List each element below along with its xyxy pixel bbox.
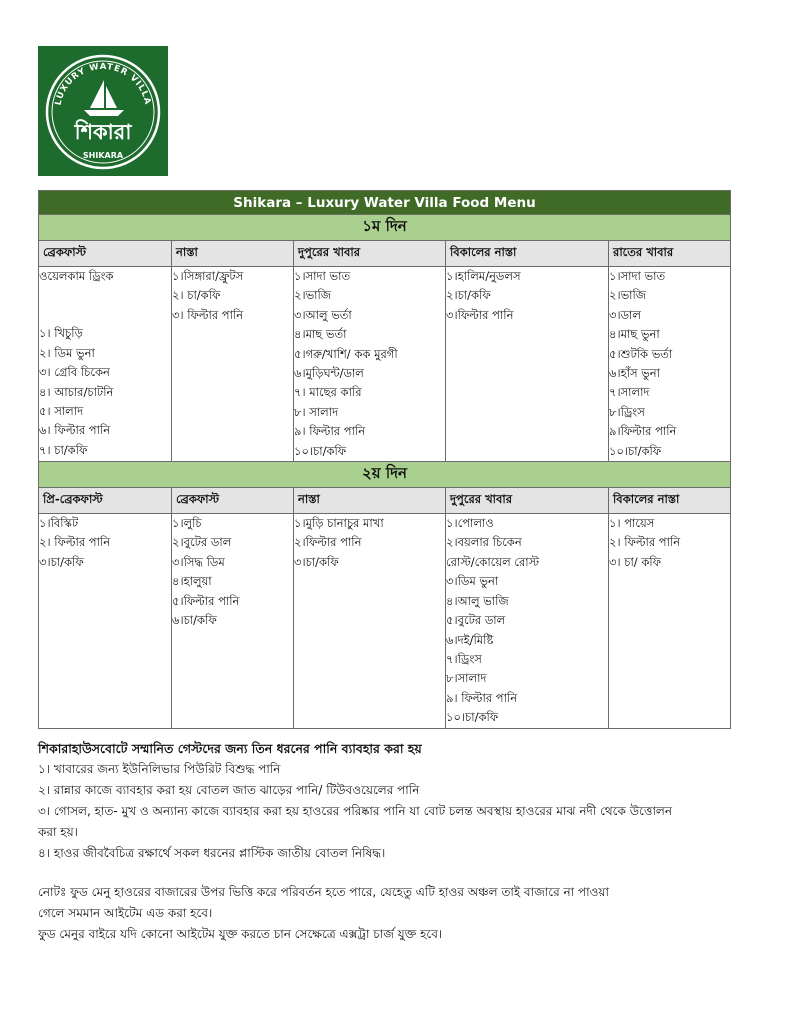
day2-pre-breakfast-items bbox=[39, 514, 172, 728]
footer-line: ফুড মেনুর বাইরে যদি কোনো আইটেম যুক্ত করতে চান সেক্ষেত্রে এক্সট্রা চার্জ যুক্ত হবে। bbox=[38, 927, 443, 941]
day2-lunch-items bbox=[446, 514, 609, 728]
menu-item: ৭। মাছের কারি bbox=[294, 385, 362, 400]
menu-item: ২।ভাজি bbox=[294, 288, 332, 303]
notes-item: ৩। গোসল, হাত- মুখ ও অন্যান্য কাজে ব্যাবহার করা হয় হাওরের পরিষ্কার পানি যা বোট চলন্ত অবস্থায় হাওরের মাঝ নদী থেকে উত্তোলন bbox=[38, 804, 673, 818]
sailboat-icon bbox=[84, 80, 124, 116]
menu-item: ১। পায়েস bbox=[609, 516, 655, 531]
menu-item: ২।চা/কফি bbox=[446, 288, 491, 303]
menu-item: ৫। সালাদ bbox=[39, 404, 84, 419]
day1-items-row bbox=[39, 267, 731, 462]
menu-item: ৩।চা/কফি bbox=[39, 554, 84, 569]
menu-item: ১।লুচি bbox=[172, 516, 202, 531]
menu-item: ৪।মাছ ভুনা bbox=[609, 327, 660, 342]
menu-item: ৭।ড্রিংস bbox=[446, 651, 482, 666]
menu-item: ৫।ফিল্টার পানি bbox=[172, 593, 240, 608]
day1-afternoon-snacks-items bbox=[446, 267, 609, 462]
logo-top-text: LUXURY WATER VILLA bbox=[53, 61, 153, 107]
menu-item: ১।সাদা ভাত bbox=[609, 269, 666, 283]
notes-item-continued: করা হয়। bbox=[38, 825, 78, 839]
menu-item: ১।মুড়ি চানাচুর মাখা bbox=[294, 516, 384, 531]
menu-item: ৬।চা/কফি bbox=[172, 613, 217, 628]
menu-item: ৭। চা/কফি bbox=[39, 442, 88, 457]
menu-item: ৯। ফিল্টার পানি bbox=[294, 424, 366, 439]
footer-note bbox=[38, 882, 748, 945]
menu-item: ২।ভাজি bbox=[609, 288, 647, 303]
menu-item: ১।সিঙ্গারা/ফ্রুটস bbox=[172, 269, 244, 283]
menu-item: ৩।চা/কফি bbox=[294, 554, 339, 569]
menu-item: ৫।বুটের ডাল bbox=[446, 613, 506, 628]
day2-items-row bbox=[39, 514, 731, 728]
menu-item: ৩।ডাল bbox=[609, 307, 641, 322]
menu-item: ২। ফিল্টার পানি bbox=[39, 535, 111, 550]
menu-item: ৩।ডিম ভুনা bbox=[446, 574, 499, 589]
menu-item: ৮।ড্রিংস bbox=[609, 404, 645, 419]
day2-header-lunch: দুপুরের খাবার bbox=[446, 488, 609, 514]
menu-item: ৬।দই/মিষ্টি bbox=[446, 632, 494, 647]
menu-item: ১।পোলাও bbox=[446, 516, 494, 531]
menu-item: ৭।সালাদ bbox=[609, 385, 650, 400]
menu-item: ২। ডিম ভুনা bbox=[39, 345, 95, 360]
notes-item: ২। রান্নার কাজে ব্যাবহার করা হয় বোতল জাত ঝাড়ের পানি/ টিউবওয়েলের পানি bbox=[38, 783, 420, 797]
water-usage-notes bbox=[38, 739, 748, 945]
menu-item: ২। ফিল্টার পানি bbox=[609, 535, 681, 550]
menu-item: ১।সাদা ভাত bbox=[294, 269, 351, 283]
menu-item: ওয়েলকাম ড্রিংক bbox=[39, 269, 114, 283]
menu-item: ৬।মুড়িঘন্ট/ডাল bbox=[294, 366, 364, 381]
day1-header-snacks: নাস্তা bbox=[172, 241, 294, 267]
menu-item: ৩। চা/ কফি bbox=[609, 554, 662, 569]
food-menu-table bbox=[38, 190, 731, 729]
menu-item: ৫।শুটকি ভর্তা bbox=[609, 346, 673, 361]
logo-emblem bbox=[38, 46, 168, 176]
day1-dinner-items bbox=[609, 267, 731, 462]
menu-item: ৩। ফিল্টার পানি bbox=[172, 307, 244, 322]
day2-header-breakfast: ব্রেকফাস্ট bbox=[172, 488, 294, 514]
day1-header-dinner: রাতের খাবার bbox=[609, 241, 731, 267]
menu-item: ১০।চা/কফি bbox=[609, 443, 662, 458]
menu-item: ৪। আচার/চাটনি bbox=[39, 384, 114, 399]
menu-item: ৪।হালুয়া bbox=[172, 574, 212, 589]
menu-item: ২।বয়লার চিকেন bbox=[446, 535, 522, 550]
menu-item: ২। চা/কফি bbox=[172, 288, 221, 303]
day1-header-lunch: দুপুরের খাবার bbox=[294, 241, 446, 267]
day2-header-pre-breakfast: প্রি-ব্রেকফাস্ট bbox=[39, 488, 172, 514]
day2-afternoon-snacks-items bbox=[609, 514, 731, 728]
menu-item: ৩।ফিল্টার পানি bbox=[446, 307, 514, 322]
footer-line: নোটঃ ফুড মেনু হাওরের বাজারের উপর ভিত্তি করে পরিবর্তন হতে পারে, যেহেতু এটি হাওর অঞ্চল তাই বাজারে না পাওয়া bbox=[38, 885, 609, 899]
menu-item: ৪।আলু ভাজি bbox=[446, 593, 509, 608]
day1-header-breakfast: ব্রেকফাস্ট bbox=[39, 241, 172, 267]
menu-title: Shikara – Luxury Water Villa Food Menu bbox=[39, 191, 731, 215]
day1-label: ১ম দিন bbox=[39, 215, 731, 241]
menu-item: ৬। ফিল্টার পানি bbox=[39, 423, 111, 438]
day2-label: ২য় দিন bbox=[39, 462, 731, 488]
menu-item: ১০।চা/কফি bbox=[294, 443, 347, 458]
day2-header-afternoon-snacks: বিকালের নাস্তা bbox=[609, 488, 731, 514]
day1-lunch-items bbox=[294, 267, 446, 462]
day1-header-row bbox=[39, 241, 731, 267]
shikara-logo bbox=[38, 46, 168, 176]
menu-item: ২।বুটের ডাল bbox=[172, 535, 232, 550]
day2-breakfast-items bbox=[172, 514, 294, 728]
menu-item: ৩।আলু ভর্তা bbox=[294, 307, 352, 322]
spacer bbox=[39, 286, 171, 324]
menu-item: ৩।সিদ্ধ ডিম bbox=[172, 554, 225, 569]
menu-item: রোস্ট/কোয়েল রোস্ট bbox=[446, 554, 540, 569]
day2-header-snacks: নাস্তা bbox=[294, 488, 446, 514]
menu-item: ৫।গরু/খাশি/ কক মুরগী bbox=[294, 346, 398, 361]
notes-heading: শিকারাহাউসবোটে সম্মানিত গেস্টদের জন্য তিন ধরনের পানি ব্যাবহার করা হয় bbox=[38, 741, 422, 756]
logo-main-text: শিকারা bbox=[74, 120, 132, 144]
menu-item: ৬।হাঁস ভুনা bbox=[609, 366, 660, 381]
menu-item: ২।ফিল্টার পানি bbox=[294, 535, 362, 550]
logo-bottom-text: SHIKARA bbox=[82, 151, 124, 160]
day2-header-row bbox=[39, 488, 731, 514]
day1-snacks-items bbox=[172, 267, 294, 462]
notes-item: ৪। হাওর জীববৈচিত্র রক্ষার্থে সকল ধরনের প্লাস্টিক জাতীয় বোতল নিষিদ্ধ। bbox=[38, 846, 386, 860]
day1-breakfast-items bbox=[39, 267, 172, 462]
menu-item: ৩। গ্রেবি চিকেন bbox=[39, 365, 110, 380]
notes-item: ১। খাবারের জন্য ইউনিলিভার পিউরিট বিশুদ্ধ পানি bbox=[38, 762, 281, 776]
menu-item: ১০।চা/কফি bbox=[446, 710, 499, 725]
menu-item: ৯। ফিল্টার পানি bbox=[446, 690, 518, 705]
day2-snacks-items bbox=[294, 514, 446, 728]
menu-item: ৮। সালাদ bbox=[294, 404, 339, 419]
menu-item: ৪।মাছ ভর্তা bbox=[294, 327, 347, 342]
menu-item: ১।বিস্কিট bbox=[39, 516, 79, 531]
footer-line: গেলে সমমান আইটেম এড করা হবে। bbox=[38, 906, 213, 920]
day1-header-afternoon-snacks: বিকালের নাস্তা bbox=[446, 241, 609, 267]
menu-item: ৮।সালাদ bbox=[446, 671, 487, 686]
menu-item: ১।হালিম/নুডলস bbox=[446, 269, 521, 283]
menu-item: ৯।ফিল্টার পানি bbox=[609, 424, 677, 439]
menu-item: ১। খিচুড়ি bbox=[39, 326, 83, 341]
